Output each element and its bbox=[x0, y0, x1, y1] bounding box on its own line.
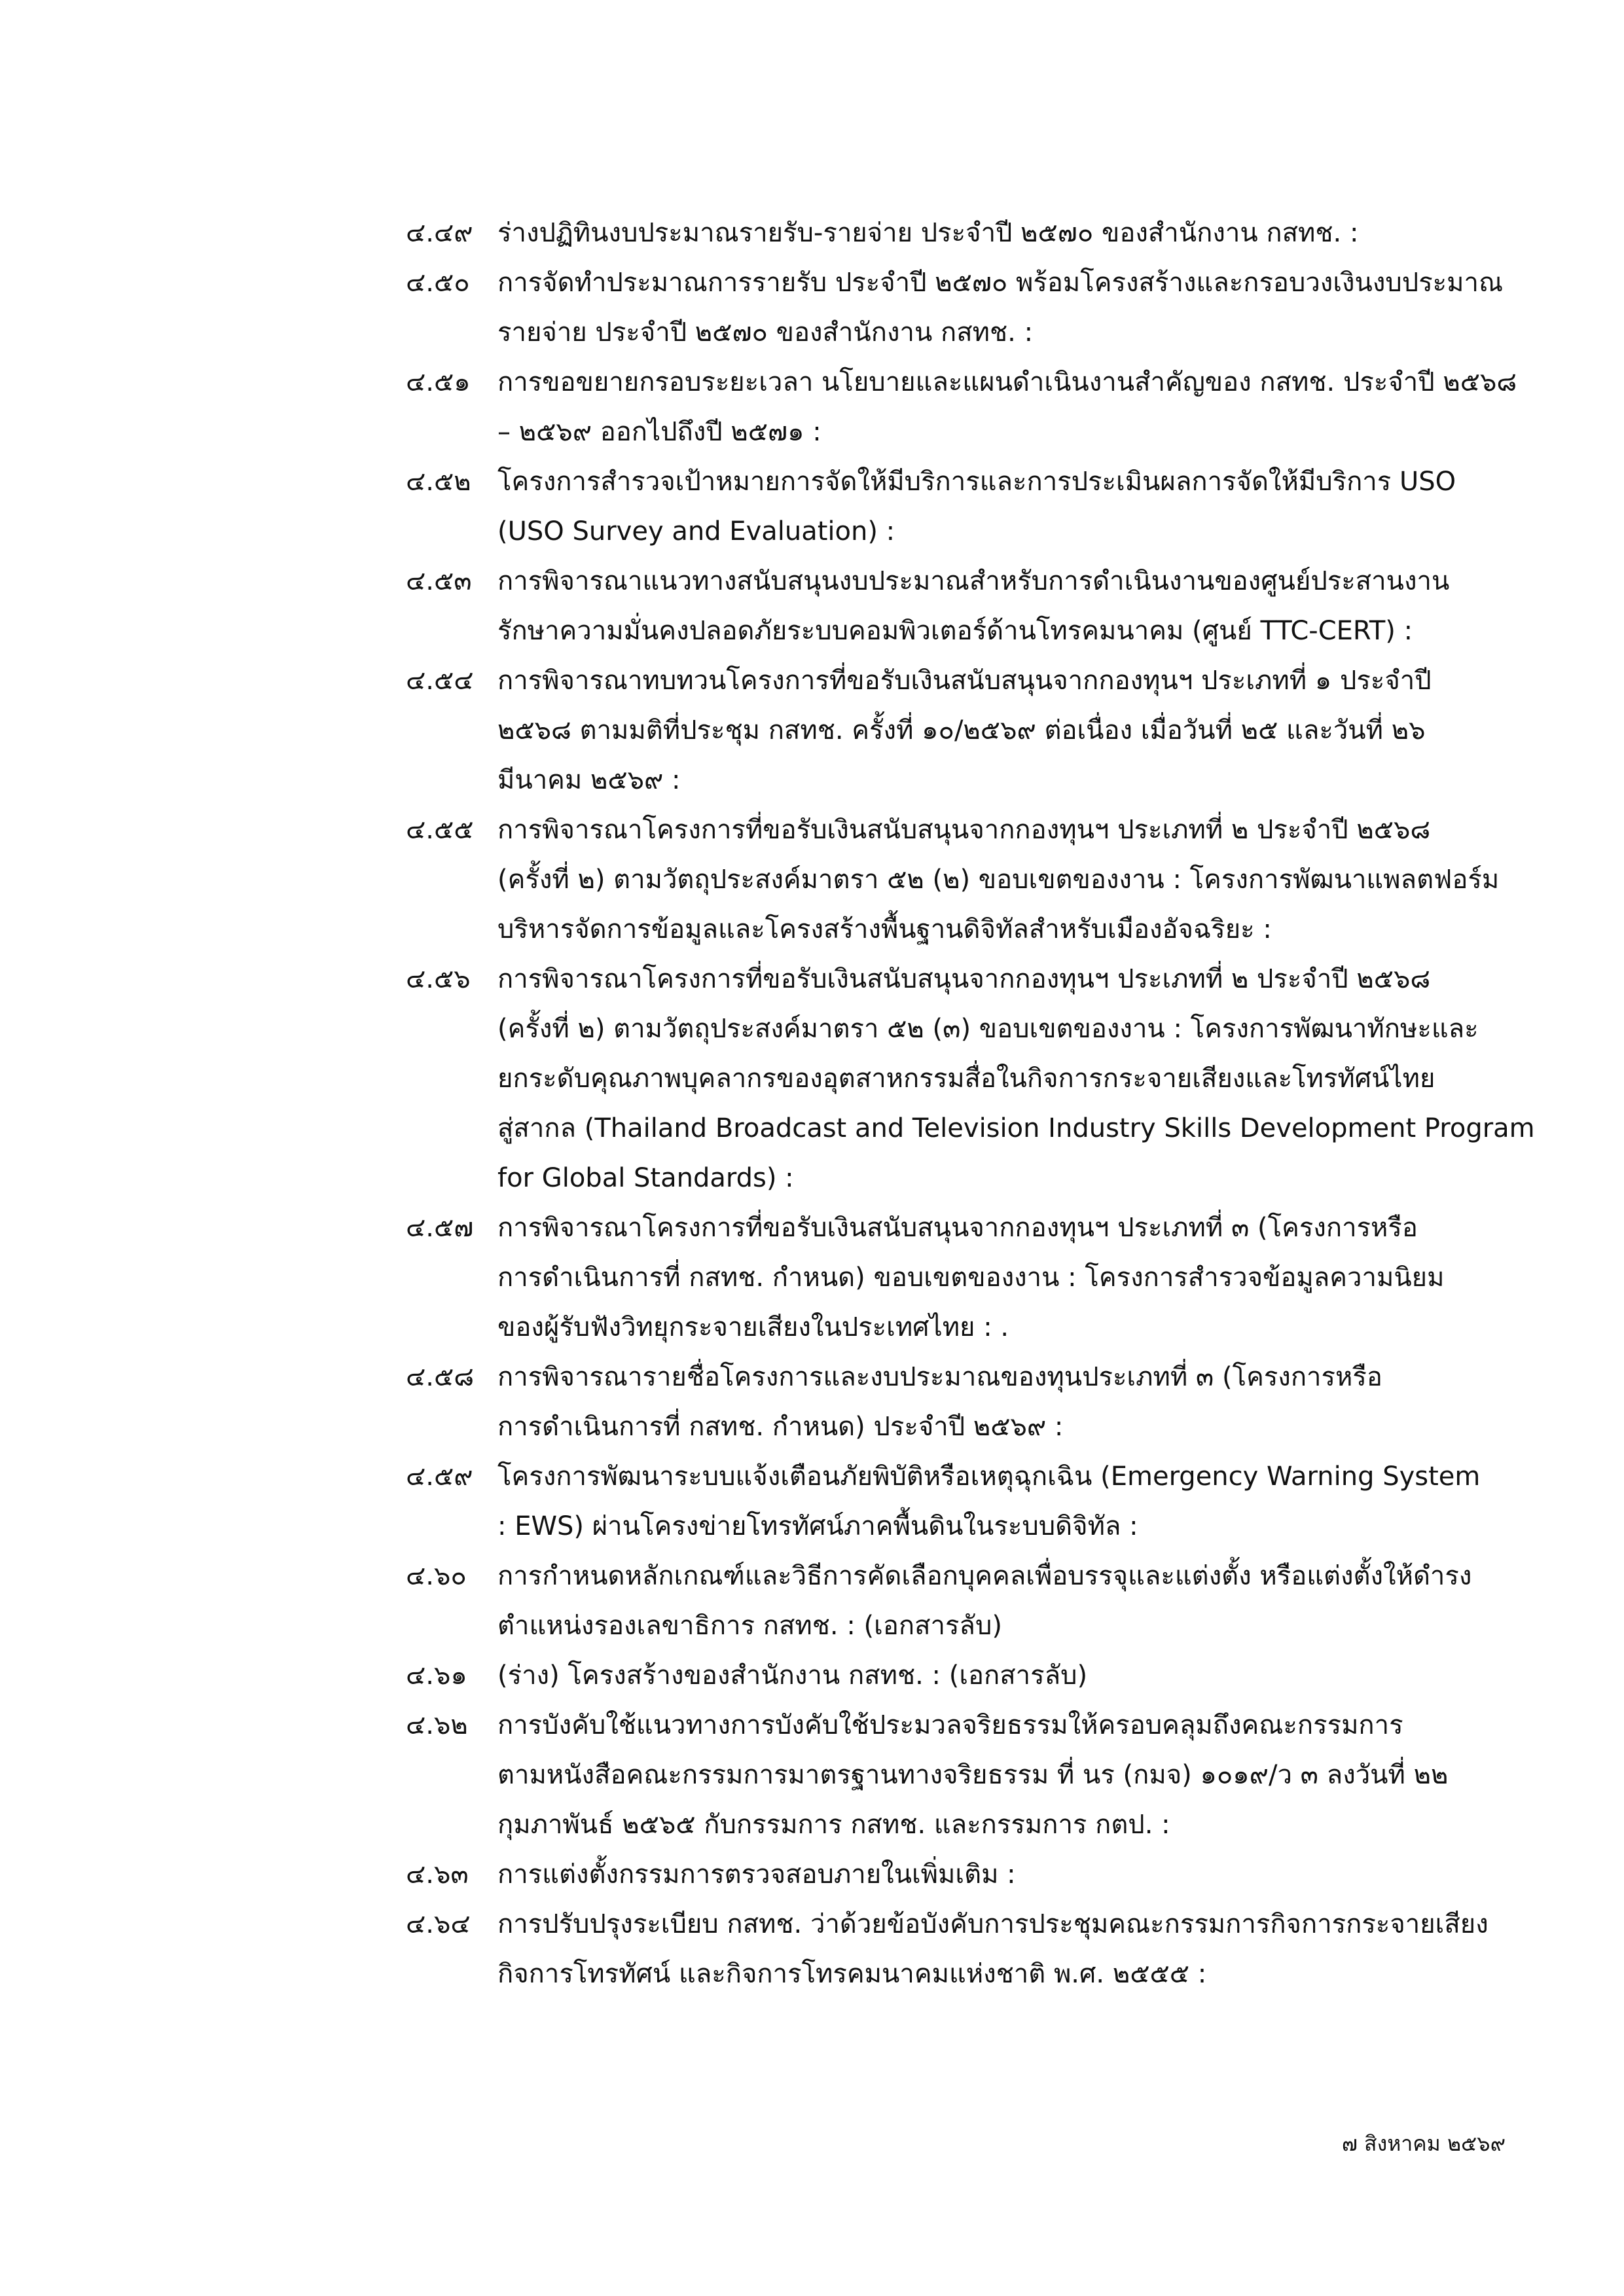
agenda-item-number: ๔.๕๑ bbox=[406, 367, 471, 397]
agenda-item-text bbox=[497, 208, 1578, 258]
agenda-item bbox=[406, 1352, 1578, 1452]
agenda-item-line: : EWS) ผ่านโครงข่ายโทรทัศน์ภาคพื้นดินในระบบดิจิทัล : bbox=[497, 1511, 1138, 1541]
agenda-item-number: ๔.๖๒ bbox=[406, 1710, 468, 1740]
agenda-item-line: การจัดทำประมาณการรายรับ ประจำปี ๒๕๗๐ พร้อมโครงสร้างและกรอบวงเงินงบประมาณ bbox=[497, 268, 1504, 298]
agenda-item-line: ยกระดับคุณภาพบุคลากรของอุตสาหกรรมสื่อในกิจการกระจายเสียงและโทรทัศน์ไทย bbox=[497, 1064, 1435, 1094]
agenda-item-line: การแต่งตั้งกรรมการตรวจสอบภายในเพิ่มเติม : bbox=[497, 1859, 1016, 1890]
agenda-item-text bbox=[497, 457, 1578, 556]
agenda-item-number: ๔.๕๐ bbox=[406, 268, 470, 298]
agenda-item-line: การปรับปรุงระเบียบ กสทช. ว่าด้วยข้อบังคับการประชุมคณะกรรมการกิจการกระจายเสียง bbox=[497, 1909, 1489, 1939]
agenda-item bbox=[406, 1551, 1578, 1651]
agenda-item-text bbox=[497, 1551, 1578, 1651]
agenda-item-line: ตำแหน่งรองเลขาธิการ กสทช. : (เอกสารลับ) bbox=[497, 1611, 1002, 1641]
agenda-item-line: การกำหนดหลักเกณฑ์และวิธีการคัดเลือกบุคคลเพื่อบรรจุและแต่งตั้ง หรือแต่งตั้งให้ดำรง bbox=[497, 1561, 1472, 1591]
agenda-item-text bbox=[497, 1651, 1578, 1700]
agenda-item-text bbox=[497, 1452, 1578, 1551]
agenda-item-text bbox=[497, 656, 1578, 805]
agenda-item-line: กุมภาพันธ์ ๒๕๖๕ กับกรรมการ กสทช. และกรรมการ กตป. : bbox=[497, 1810, 1170, 1840]
agenda-item-line: โครงการพัฒนาระบบแจ้งเตือนภัยพิบัติหรือเหตุฉุกเฉิน (Emergency Warning System bbox=[497, 1462, 1481, 1492]
agenda-item-text bbox=[497, 1850, 1578, 1899]
agenda-item-line: มีนาคม ๒๕๖๙ : bbox=[497, 765, 681, 795]
agenda-item-line: รายจ่าย ประจำปี ๒๕๗๐ ของสำนักงาน กสทช. : bbox=[497, 317, 1034, 348]
agenda-item bbox=[406, 208, 1578, 258]
agenda-item-number: ๔.๕๙ bbox=[406, 1462, 473, 1492]
agenda-item-number: ๔.๕๒ bbox=[406, 467, 471, 497]
agenda-item-text bbox=[497, 556, 1578, 656]
agenda-item-number: ๔.๔๙ bbox=[406, 218, 473, 248]
agenda-item bbox=[406, 1203, 1578, 1352]
agenda-item-line: ๒๕๖๘ ตามมติที่ประชุม กสทช. ครั้งที่ ๑๐/๒๕๖๙ ต่อเนื่อง เมื่อวันที่ ๒๕ และวันที่ ๒๖ bbox=[497, 715, 1426, 745]
agenda-item-line: ร่างปฏิทินงบประมาณรายรับ-รายจ่าย ประจำปี ๒๕๗๐ ของสำนักงาน กสทช. : bbox=[497, 218, 1359, 248]
agenda-item bbox=[406, 357, 1578, 457]
agenda-item-text bbox=[497, 1700, 1578, 1850]
agenda-item bbox=[406, 1700, 1578, 1850]
agenda-item-text bbox=[497, 1352, 1578, 1452]
agenda-item bbox=[406, 556, 1578, 656]
agenda-item-line: ของผู้รับฟังวิทยุกระจายเสียงในประเทศไทย : . bbox=[497, 1312, 1009, 1342]
agenda-item-number: ๔.๖๐ bbox=[406, 1561, 467, 1591]
agenda-item-text bbox=[497, 1899, 1578, 1999]
agenda-item-line: การดำเนินการที่ กสทช. กำหนด) ขอบเขตของงาน : โครงการสำรวจข้อมูลความนิยม bbox=[497, 1263, 1445, 1293]
agenda-item-line: การพิจารณาแนวทางสนับสนุนงบประมาณสำหรับการดำเนินงานของศูนย์ประสานงาน bbox=[497, 566, 1450, 596]
agenda-item bbox=[406, 1899, 1578, 1999]
agenda-item-text bbox=[497, 357, 1578, 457]
agenda-item-line: (USO Survey and Evaluation) : bbox=[497, 516, 895, 547]
agenda-item bbox=[406, 258, 1578, 357]
agenda-item bbox=[406, 1651, 1578, 1700]
agenda-item-number: ๔.๕๗ bbox=[406, 1213, 474, 1243]
agenda-item-number: ๔.๖๑ bbox=[406, 1660, 467, 1691]
agenda-item-line: กิจการโทรทัศน์ และกิจการโทรคมนาคมแห่งชาติ พ.ศ. ๒๕๕๕ : bbox=[497, 1959, 1207, 1989]
agenda-item-line: (ครั้งที่ ๒) ตามวัตถุประสงค์มาตรา ๕๒ (๓) ขอบเขตของงาน : โครงการพัฒนาทักษะและ bbox=[497, 1014, 1479, 1044]
agenda-item-line: – ๒๕๖๙ ออกไปถึงปี ๒๕๗๑ : bbox=[497, 417, 821, 447]
agenda-item bbox=[406, 457, 1578, 556]
agenda-item-text bbox=[497, 805, 1578, 954]
agenda-item bbox=[406, 805, 1578, 954]
agenda-item-line: การพิจารณารายชื่อโครงการและงบประมาณของทุนประเภทที่ ๓ (โครงการหรือ bbox=[497, 1362, 1382, 1392]
agenda-item-line: รักษาความมั่นคงปลอดภัยระบบคอมพิวเตอร์ด้านโทรคมนาคม (ศูนย์ TTC-CERT) : bbox=[497, 616, 1413, 646]
agenda-item-number: ๔.๕๔ bbox=[406, 666, 474, 696]
agenda-item-text bbox=[497, 1203, 1578, 1352]
agenda-item-line: การดำเนินการที่ กสทช. กำหนด) ประจำปี ๒๕๖๙ : bbox=[497, 1412, 1064, 1442]
agenda-item-text bbox=[497, 954, 1578, 1203]
agenda-item-number: ๔.๖๓ bbox=[406, 1859, 469, 1890]
agenda-item-text bbox=[497, 258, 1578, 357]
footer-date: ๗ สิงหาคม ๒๕๖๙ bbox=[1341, 2131, 1506, 2156]
agenda-item-line: การพิจารณาโครงการที่ขอรับเงินสนับสนุนจากกองทุนฯ ประเภทที่ ๒ ประจำปี ๒๕๖๘ bbox=[497, 815, 1431, 845]
agenda-list bbox=[406, 208, 1578, 1999]
agenda-item-number: ๔.๕๘ bbox=[406, 1362, 475, 1392]
agenda-item-line: บริหารจัดการข้อมูลและโครงสร้างพื้นฐานดิจิทัลสำหรับเมืองอัจฉริยะ : bbox=[497, 914, 1272, 944]
agenda-item-line: ตามหนังสือคณะกรรมการมาตรฐานทางจริยธรรม ที่ นร (กมจ) ๑๐๑๙/ว ๓ ลงวันที่ ๒๒ bbox=[497, 1760, 1449, 1790]
agenda-item-line: การพิจารณาโครงการที่ขอรับเงินสนับสนุนจากกองทุนฯ ประเภทที่ ๒ ประจำปี ๒๕๖๘ bbox=[497, 964, 1431, 994]
agenda-item-line: โครงการสำรวจเป้าหมายการจัดให้มีบริการและการประเมินผลการจัดให้มีบริการ USO bbox=[497, 467, 1456, 497]
agenda-item bbox=[406, 954, 1578, 1203]
agenda-item-line: การบังคับใช้แนวทางการบังคับใช้ประมวลจริยธรรมให้ครอบคลุมถึงคณะกรรมการ bbox=[497, 1710, 1403, 1740]
agenda-item-line: การขอขยายกรอบระยะเวลา นโยบายและแผนดำเนินงานสำคัญของ กสทช. ประจำปี ๒๕๖๘ bbox=[497, 367, 1517, 397]
agenda-item-line: สู่สากล (Thailand Broadcast and Television Industry Skills Development Program bbox=[497, 1113, 1535, 1143]
agenda-item-line: การพิจารณาโครงการที่ขอรับเงินสนับสนุนจากกองทุนฯ ประเภทที่ ๓ (โครงการหรือ bbox=[497, 1213, 1418, 1243]
agenda-item-line: for Global Standards) : bbox=[497, 1163, 794, 1193]
agenda-item-number: ๔.๕๖ bbox=[406, 964, 471, 994]
agenda-item-number: ๔.๕๓ bbox=[406, 566, 472, 596]
agenda-item-line: (ครั้งที่ ๒) ตามวัตถุประสงค์มาตรา ๕๒ (๒) ขอบเขตของงาน : โครงการพัฒนาแพลตฟอร์ม bbox=[497, 865, 1500, 895]
agenda-item-line: การพิจารณาทบทวนโครงการที่ขอรับเงินสนับสนุนจากกองทุนฯ ประเภทที่ ๑ ประจำปี bbox=[497, 666, 1432, 696]
agenda-item-line: (ร่าง) โครงสร้างของสำนักงาน กสทช. : (เอกสารลับ) bbox=[497, 1660, 1088, 1691]
agenda-item-number: ๔.๕๕ bbox=[406, 815, 474, 845]
agenda-item bbox=[406, 656, 1578, 805]
agenda-item bbox=[406, 1452, 1578, 1551]
agenda-item-number: ๔.๖๔ bbox=[406, 1909, 471, 1939]
agenda-item bbox=[406, 1850, 1578, 1899]
